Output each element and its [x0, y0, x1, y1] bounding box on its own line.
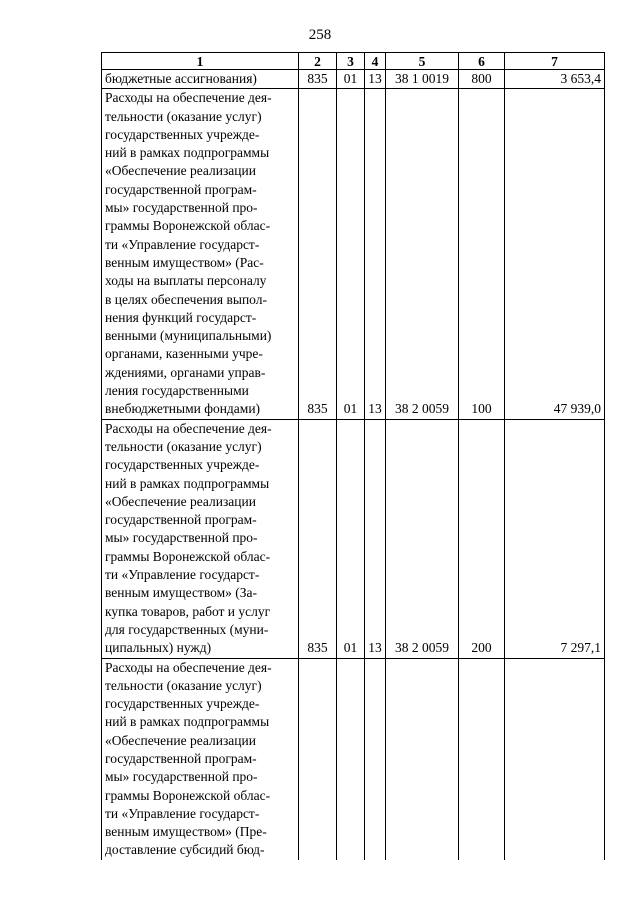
description-line: граммы Воронежской облас- [105, 787, 271, 803]
description-line: венным имуществом» (Рас- [105, 254, 264, 270]
description-line: государственной програм- [105, 512, 257, 528]
description-line: ти «Управление государст- [105, 805, 260, 821]
description-line: граммы Воронежской облас- [105, 548, 271, 564]
description-line: венным имуществом» (За- [105, 585, 258, 601]
description-line: ципальных) нужд) [105, 640, 212, 656]
expense-type-cell: 100 [459, 89, 505, 419]
target-article-cell: 38 2 0059 [386, 419, 459, 658]
description-line: для государственных (муни- [105, 621, 269, 637]
target-article-cell [386, 658, 459, 860]
description-line: ления государственными [105, 383, 249, 399]
description-line: «Обеспечение реализации [105, 732, 256, 748]
target-article-cell: 38 2 0059 [386, 89, 459, 419]
subsection-code-cell: 13 [365, 70, 386, 89]
ministry-code-cell: 835 [299, 419, 337, 658]
table-row [102, 89, 605, 419]
target-article-cell: 38 1 0019 [386, 70, 459, 89]
description-line: Расходы на обеспечение дея- [105, 659, 272, 675]
description-line: тельности (оказание услуг) [105, 108, 262, 124]
description-line: граммы Воронежской облас- [105, 218, 271, 234]
description-line: «Обеспечение реализации [105, 163, 256, 179]
amount-cell: 7 297,1 [505, 419, 605, 658]
description-line: бюджетные ассигнования) [105, 71, 257, 86]
description-line: мы» государственной про- [105, 530, 258, 546]
description-line: мы» государственной про- [105, 769, 258, 785]
section-code-cell: 01 [337, 70, 365, 89]
description-line: государственных учрежде- [105, 696, 260, 712]
description-line: тельности (оказание услуг) [105, 438, 262, 454]
column-header: 1 [102, 53, 299, 70]
table-row [102, 70, 605, 89]
amount-cell [505, 658, 605, 860]
description-line: ти «Управление государст- [105, 236, 260, 252]
description-line: государственных учрежде- [105, 457, 260, 473]
budget-table [101, 52, 605, 860]
expense-type-cell: 200 [459, 419, 505, 658]
description-line: «Обеспечение реализации [105, 493, 256, 509]
amount-cell: 3 653,4 [505, 70, 605, 89]
row-description [102, 658, 299, 860]
description-line: ний в рамках подпрограммы [105, 714, 270, 730]
description-line: ходы на выплаты персоналу [105, 273, 267, 289]
description-line: доставление субсидий бюд- [105, 842, 265, 858]
description-line: ний в рамках подпрограммы [105, 475, 270, 491]
description-line: органами, казенными учре- [105, 346, 263, 362]
description-line: внебюджетными фондами) [105, 401, 261, 417]
page-number: 258 [308, 27, 332, 43]
description-line: Расходы на обеспечение дея- [105, 90, 272, 106]
column-header: 7 [505, 53, 605, 70]
column-header: 5 [386, 53, 459, 70]
column-header: 3 [337, 53, 365, 70]
subsection-code-cell: 13 [365, 419, 386, 658]
description-line: мы» государственной про- [105, 200, 258, 216]
description-line: нения функций государст- [105, 309, 257, 325]
table-header-row [102, 53, 605, 70]
ministry-code-cell [299, 658, 337, 860]
amount-cell: 47 939,0 [505, 89, 605, 419]
row-description [102, 70, 299, 89]
expense-type-cell [459, 658, 505, 860]
description-line: государственных учрежде- [105, 126, 260, 142]
description-line: государственной програм- [105, 750, 257, 766]
row-description [102, 89, 299, 419]
column-header: 2 [299, 53, 337, 70]
section-code-cell: 01 [337, 89, 365, 419]
description-line: венным имуществом» (Пре- [105, 824, 267, 840]
description-line: ждениями, органами управ- [105, 364, 266, 380]
row-description [102, 419, 299, 658]
description-line: тельности (оказание услуг) [105, 677, 262, 693]
ministry-code-cell: 835 [299, 70, 337, 89]
subsection-code-cell: 13 [365, 89, 386, 419]
description-line: в целях обеспечения выпол- [105, 291, 267, 307]
ministry-code-cell: 835 [299, 89, 337, 419]
subsection-code-cell [365, 658, 386, 860]
expense-type-cell: 800 [459, 70, 505, 89]
description-line: венными (муниципальными) [105, 328, 272, 344]
column-header: 4 [365, 53, 386, 70]
description-line: ний в рамках подпрограммы [105, 145, 270, 161]
table-row [102, 658, 605, 860]
section-code-cell: 01 [337, 419, 365, 658]
description-line: государственной програм- [105, 181, 257, 197]
table-row [102, 419, 605, 658]
column-header: 6 [459, 53, 505, 70]
description-line: Расходы на обеспечение дея- [105, 420, 272, 436]
description-line: ти «Управление государст- [105, 567, 260, 583]
description-line: купка товаров, работ и услуг [105, 603, 271, 619]
section-code-cell [337, 658, 365, 860]
